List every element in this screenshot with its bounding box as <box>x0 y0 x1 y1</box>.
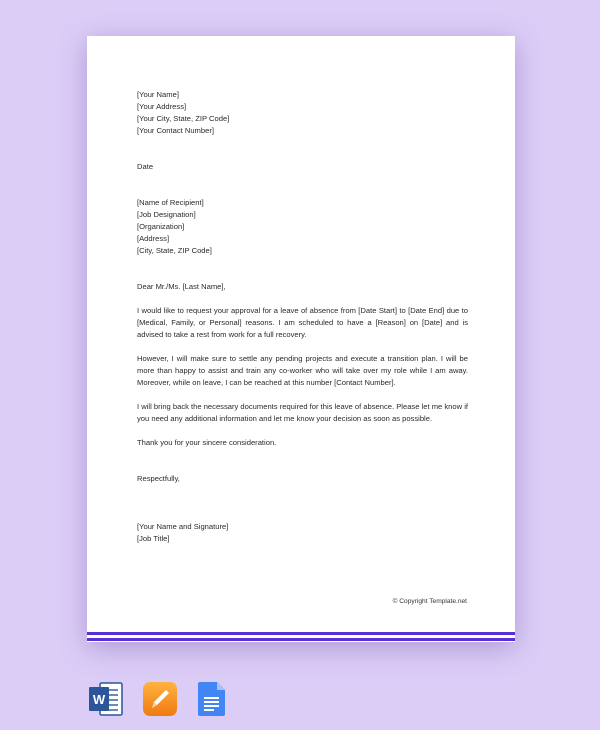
signature-name: [Your Name and Signature] <box>137 522 229 531</box>
footer-stripe-bottom <box>87 638 515 641</box>
word-icon-letter: W <box>92 692 106 707</box>
sender-address: [Your Address] <box>137 102 187 111</box>
recipient-designation: [Job Designation] <box>137 210 196 219</box>
word-icon[interactable] <box>88 681 124 717</box>
body-paragraph-2: However, I will make sure to settle any pending projects and execute a transition plan. I will be more than happy to assist and train any co-worker who will take over my role while I am away. Moreover, while on leave, I can be reached at this number [Contact Number]. <box>137 354 468 387</box>
signature-title: [Job Title] <box>137 534 170 543</box>
sender-name: [Your Name] <box>137 90 179 99</box>
recipient-organization: [Organization] <box>137 222 185 231</box>
sender-contact: [Your Contact Number] <box>137 126 214 135</box>
pages-icon[interactable] <box>142 681 178 717</box>
recipient-block <box>137 197 468 257</box>
thanks-line: Thank you for your sincere consideration. <box>137 438 277 447</box>
footer-stripe-top <box>87 632 515 635</box>
google-docs-icon[interactable] <box>198 681 226 717</box>
copyright-text: © Copyright Template.net <box>392 598 467 605</box>
letter-date: Date <box>137 162 154 171</box>
closing-line: Respectfully, <box>137 474 180 483</box>
salutation: Dear Mr./Ms. [Last Name], <box>137 282 226 291</box>
recipient-name: [Name of Recipient] <box>137 198 204 207</box>
body-paragraph-1: I would like to request your approval for a leave of absence from [Date Start] to [Date End] due to [Medical, Family, or Personal] reasons. I am scheduled to have a [Reason] on [Date] and is advised to take a rest from work for a full recovery. <box>137 306 468 339</box>
sender-block <box>137 89 468 137</box>
body-paragraph-3: I will bring back the necessary documents required for this leave of absence. Please let me know if you need any additional information and let me know your decision as soon as possible. <box>137 402 468 423</box>
letter-sheet <box>87 36 515 642</box>
letter-content <box>137 89 468 545</box>
recipient-city: [City, State, ZIP Code] <box>137 246 212 255</box>
recipient-address: [Address] <box>137 234 170 243</box>
sender-city: [Your City, State, ZIP Code] <box>137 114 230 123</box>
